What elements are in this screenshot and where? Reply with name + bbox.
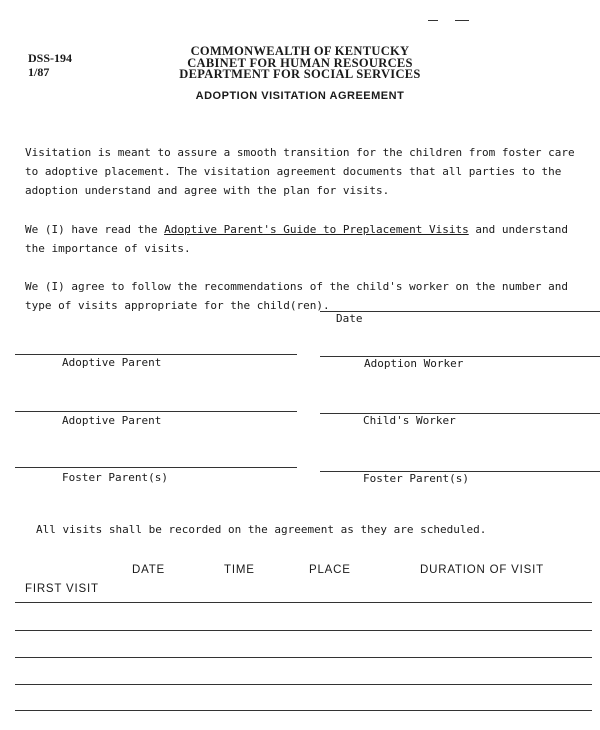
visit-row-line[interactable]	[15, 657, 592, 658]
guide-title: Adoptive Parent's Guide to Preplacement Visits	[164, 223, 469, 236]
column-header-time: TIME	[224, 564, 255, 576]
header-line-1: COMMONWEALTH OF KENTUCKY	[190, 44, 410, 58]
visit-row-line[interactable]	[15, 630, 592, 631]
signature-label-foster-parent-right: Foster Parent(s)	[363, 472, 469, 485]
header-line-3: DEPARTMENT FOR SOCIAL SERVICES	[179, 67, 421, 81]
visits-note: All visits shall be recorded on the agreement as they are scheduled.	[36, 523, 487, 536]
date-label: Date	[336, 312, 363, 325]
signature-line-foster-parent-left[interactable]	[15, 467, 297, 468]
scan-mark	[428, 20, 438, 21]
scan-mark	[455, 20, 469, 21]
paragraph-visitation-purpose: Visitation is meant to assure a smooth transition for the children from foster care to adoptive placement. The visitation agreement documents that all parties to the adoption understand and agree with the plan for visits.	[25, 146, 575, 197]
signature-line-adoptive-parent-2[interactable]	[15, 411, 297, 412]
para2-prefix: We (I) have read the	[25, 223, 165, 236]
paragraph-agreement: We (I) agree to follow the recommendations of the child's worker on the number and type of visits appropriate for the child(ren).	[25, 280, 569, 312]
signature-label-adoption-worker: Adoption Worker	[364, 357, 464, 370]
form-revision: 1/87	[28, 65, 50, 79]
signature-label-foster-parent-left: Foster Parent(s)	[62, 471, 168, 484]
signature-label-childs-worker: Child's Worker	[363, 414, 456, 427]
document-title: ADOPTION VISITATION AGREEMENT	[195, 90, 405, 102]
signature-line-adoptive-parent-1[interactable]	[15, 354, 297, 355]
visit-row-line[interactable]	[15, 602, 592, 603]
visit-row-line[interactable]	[15, 710, 592, 711]
row-label-first-visit: FIRST VISIT	[25, 583, 99, 595]
signature-line-childs-worker[interactable]	[320, 413, 600, 414]
visit-row-line[interactable]	[15, 684, 592, 685]
signature-label-adoptive-parent-2: Adoptive Parent	[62, 414, 162, 427]
column-header-place: PLACE	[309, 564, 351, 576]
signature-label-adoptive-parent-1: Adoptive Parent	[62, 356, 162, 369]
header-line-2: CABINET FOR HUMAN RESOURCES	[187, 56, 413, 70]
paragraph-guide-read	[25, 220, 585, 258]
form-number: DSS-194	[28, 51, 73, 65]
column-header-date: DATE	[132, 564, 166, 576]
column-header-duration: DURATION OF VISIT	[420, 564, 544, 576]
para2-suffix: and understand the importance of visits.	[25, 223, 569, 255]
